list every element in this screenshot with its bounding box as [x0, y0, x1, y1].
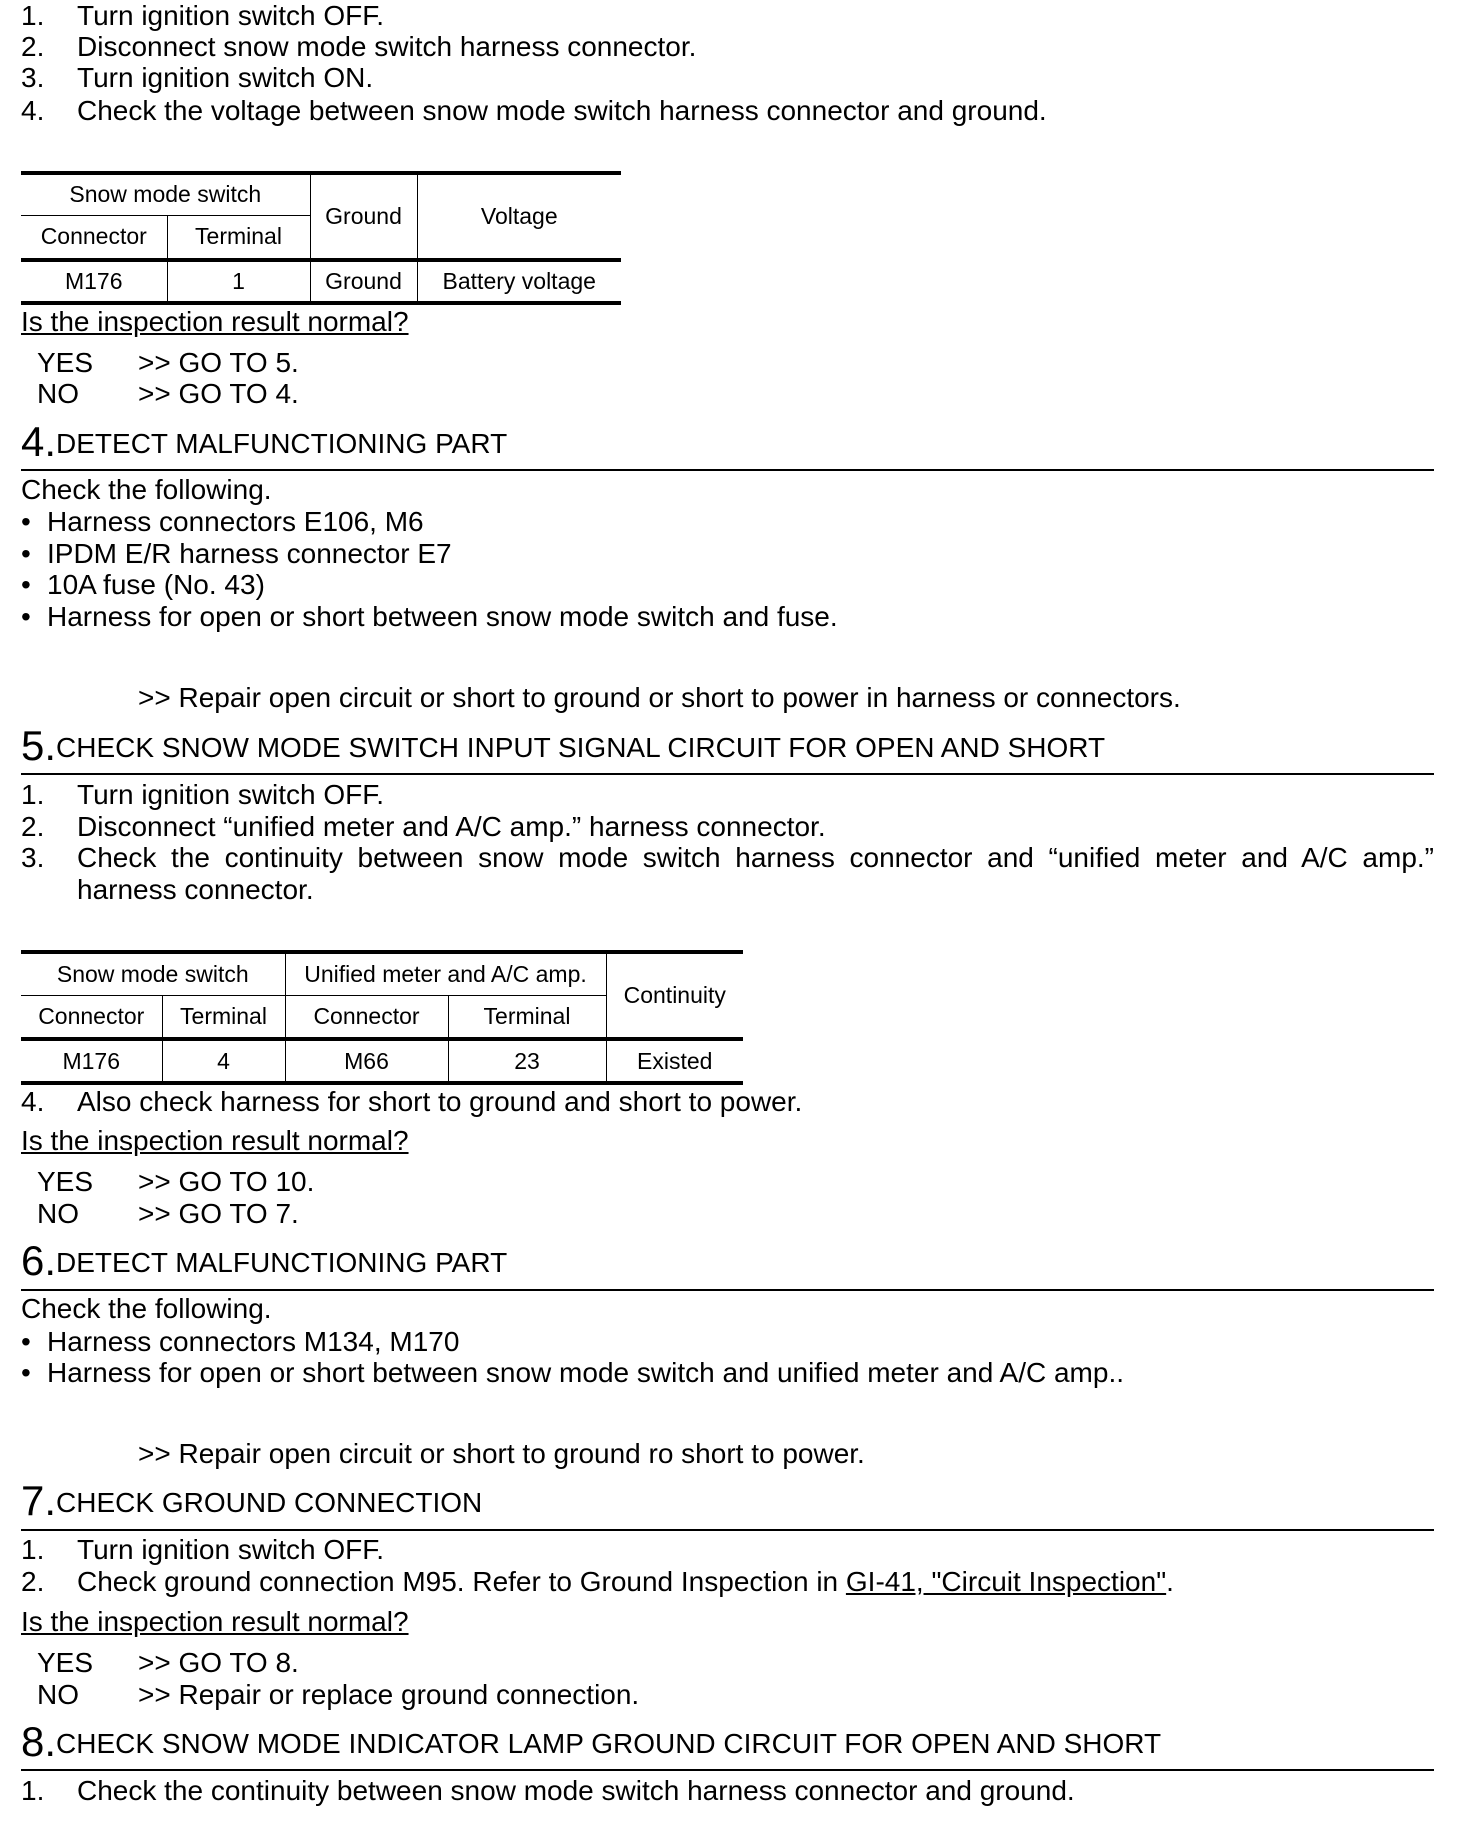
header-terminal: Terminal — [448, 995, 606, 1039]
step5-item-3-cont: harness connector. — [77, 874, 314, 905]
table-row — [21, 1039, 743, 1083]
header-connector: Connector — [285, 995, 448, 1039]
no-row: NO >> GO TO 7. — [37, 1198, 299, 1229]
no-row: NO >> GO TO 4. — [37, 378, 299, 409]
step5-item-3: 3. Check the continuity between snow mode switch harness connector and “unified meter and A/C amp.” — [21, 842, 1434, 873]
cell-continuity: Existed — [606, 1039, 743, 1083]
divider — [21, 1529, 1434, 1531]
no-action: >> GO TO 4. — [138, 378, 299, 409]
cell-terminal: 1 — [167, 260, 310, 303]
step6-heading: 6.DETECT MALFUNCTIONING PART — [21, 1237, 508, 1284]
cell-terminal: 4 — [162, 1039, 285, 1083]
divider — [21, 1769, 1434, 1771]
voltage-table — [21, 171, 621, 305]
inspection-question: Is the inspection result normal? — [21, 306, 409, 337]
header-unified-meter: Unified meter and A/C amp. — [285, 952, 606, 995]
step6-intro: Check the following. — [21, 1293, 272, 1324]
continuity-table — [21, 950, 743, 1085]
cell-connector: M176 — [21, 260, 167, 303]
header-connector: Connector — [21, 995, 162, 1039]
no-row: NO >> Repair or replace ground connection. — [37, 1679, 640, 1710]
cell-connector: M66 — [285, 1039, 448, 1083]
step5-heading: 5.CHECK SNOW MODE SWITCH INPUT SIGNAL CIRCUIT FOR OPEN AND SHORT — [21, 722, 1106, 769]
divider — [21, 773, 1434, 775]
gi-41-circuit-inspection-link[interactable]: GI-41, "Circuit Inspection" — [845, 1566, 1167, 1597]
step4-heading: 4.DETECT MALFUNCTIONING PART — [21, 418, 508, 465]
inspection-question: Is the inspection result normal? — [21, 1606, 409, 1637]
header-terminal: Terminal — [162, 995, 285, 1039]
cell-terminal: 23 — [448, 1039, 606, 1083]
header-terminal: Terminal — [167, 215, 310, 260]
table-row — [21, 260, 621, 303]
cell-connector: M176 — [21, 1039, 162, 1083]
header-ground: Ground — [310, 173, 417, 260]
divider — [21, 469, 1434, 471]
yes-row: YES >> GO TO 10. — [37, 1166, 315, 1197]
header-voltage: Voltage — [417, 173, 621, 260]
yes-action: >> GO TO 5. — [138, 347, 299, 378]
yes-row: YES >> GO TO 5. — [37, 347, 299, 378]
header-connector: Connector — [21, 215, 167, 260]
step8-heading: 8.CHECK SNOW MODE INDICATOR LAMP GROUND CIRCUIT FOR OPEN AND SHORT — [21, 1718, 1162, 1765]
header-continuity: Continuity — [606, 952, 743, 1039]
yes-row: YES >> GO TO 8. — [37, 1647, 299, 1678]
divider — [21, 1289, 1434, 1291]
step4-intro: Check the following. — [21, 474, 272, 505]
step6-repair: >> Repair open circuit or short to ground ro short to power. — [138, 1438, 865, 1469]
step4-repair: >> Repair open circuit or short to ground or short to power in harness or connectors. — [138, 682, 1181, 713]
cell-ground: Ground — [310, 260, 417, 303]
inspection-question: Is the inspection result normal? — [21, 1125, 409, 1156]
header-snow-mode-switch: Snow mode switch — [21, 952, 285, 995]
step7-heading: 7.CHECK GROUND CONNECTION — [21, 1477, 483, 1524]
cell-voltage: Battery voltage — [417, 260, 621, 303]
header-snow-mode-switch: Snow mode switch — [21, 173, 310, 215]
